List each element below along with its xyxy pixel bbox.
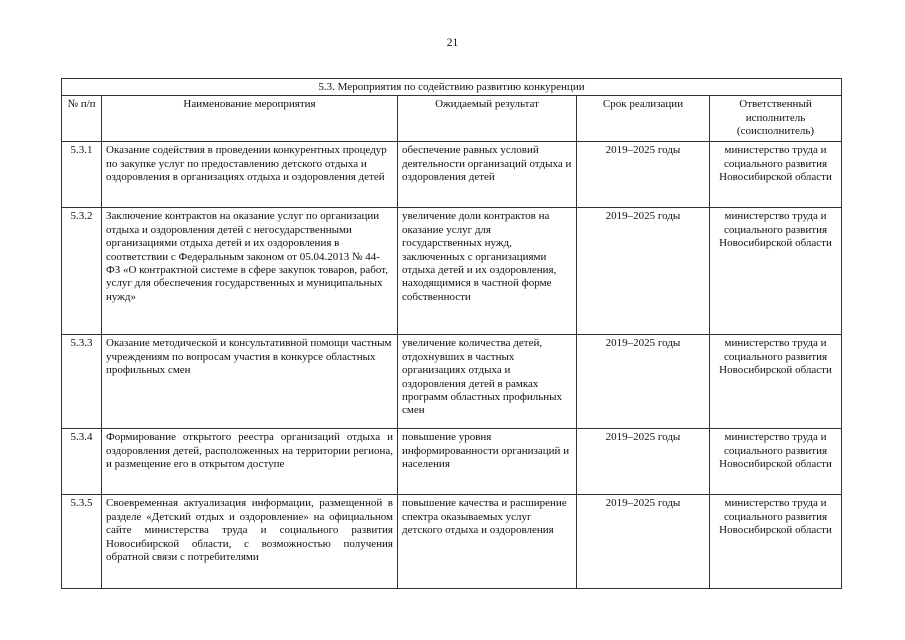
row-name: Формирование открытого реестра организаций отдыха и оздоровления детей, расположенных на территории региона, и размещение его в открытом доступе	[102, 429, 398, 495]
header-num: № п/п	[62, 96, 102, 142]
row-executor: министерство труда и социального развития Новосибирской области	[710, 495, 842, 589]
row-term: 2019–2025 годы	[577, 429, 710, 495]
row-name: Заключение контрактов на оказание услуг по организации отдыха и оздоровления детей с негосударственными организациями отдыха детей и их оздоровления в соответствии с Федеральным законом от 05.04.2013 № 44-ФЗ «О контрактной системе в сфере закупок товаров, работ, услуг для обеспечения государственных и муниципальных нужд»	[102, 208, 398, 335]
row-result: увеличение доли контрактов на оказание услуг для государственных нужд, заключенных с организациями отдыха детей и их оздоровления, находящимися в частной форме собственности	[398, 208, 577, 335]
page-number: 21	[446, 37, 459, 49]
table-row	[62, 208, 842, 335]
row-result: повышение качества и расширение спектра оказываемых услуг детского отдыха и оздоровления	[398, 495, 577, 589]
table-row	[62, 429, 842, 495]
row-name: Оказание методической и консультативной помощи частным учреждениям по вопросам участия в конкурсе областных профильных смен	[102, 335, 398, 429]
row-executor: министерство труда и социального развития Новосибирской области	[710, 142, 842, 208]
header-name: Наименование мероприятия	[102, 96, 398, 142]
row-name: Оказание содействия в проведении конкурентных процедур по закупке услуг по предоставлению детского отдыха и оздоровления в организациях отдыха и оздоровления детей	[102, 142, 398, 208]
row-executor: министерство труда и социального развития Новосибирской области	[710, 208, 842, 335]
header-executor: Ответственный исполнитель (соисполнитель)	[710, 96, 842, 142]
row-num: 5.3.4	[62, 429, 102, 495]
header-term: Срок реализации	[577, 96, 710, 142]
row-num: 5.3.3	[62, 335, 102, 429]
row-term: 2019–2025 годы	[577, 208, 710, 335]
row-result: обеспечение равных условий деятельности организаций отдыха и оздоровления детей	[398, 142, 577, 208]
measures-table	[61, 78, 842, 589]
row-num: 5.3.1	[62, 142, 102, 208]
table-row	[62, 495, 842, 589]
header-row	[62, 96, 842, 142]
row-result: увеличение количества детей, отдохнувших в частных организациях отдыха и оздоровления детей в рамках программ областных профильных смен	[398, 335, 577, 429]
header-result: Ожидаемый результат	[398, 96, 577, 142]
table-row	[62, 335, 842, 429]
table-row	[62, 142, 842, 208]
row-name: Своевременная актуализация информации, размещенной в разделе «Детский отдых и оздоровление» на официальном сайте министерства труда и социального развития Новосибирской области, с возможностью получения обратной связи с потребителями	[102, 495, 398, 589]
row-term: 2019–2025 годы	[577, 142, 710, 208]
row-num: 5.3.2	[62, 208, 102, 335]
row-term: 2019–2025 годы	[577, 495, 710, 589]
row-executor: министерство труда и социального развития Новосибирской области	[710, 335, 842, 429]
section-title: 5.3. Мероприятия по содействию развитию конкуренции	[62, 79, 842, 96]
row-executor: министерство труда и социального развития Новосибирской области	[710, 429, 842, 495]
row-result: повышение уровня информированности организаций и населения	[398, 429, 577, 495]
row-num: 5.3.5	[62, 495, 102, 589]
row-term: 2019–2025 годы	[577, 335, 710, 429]
